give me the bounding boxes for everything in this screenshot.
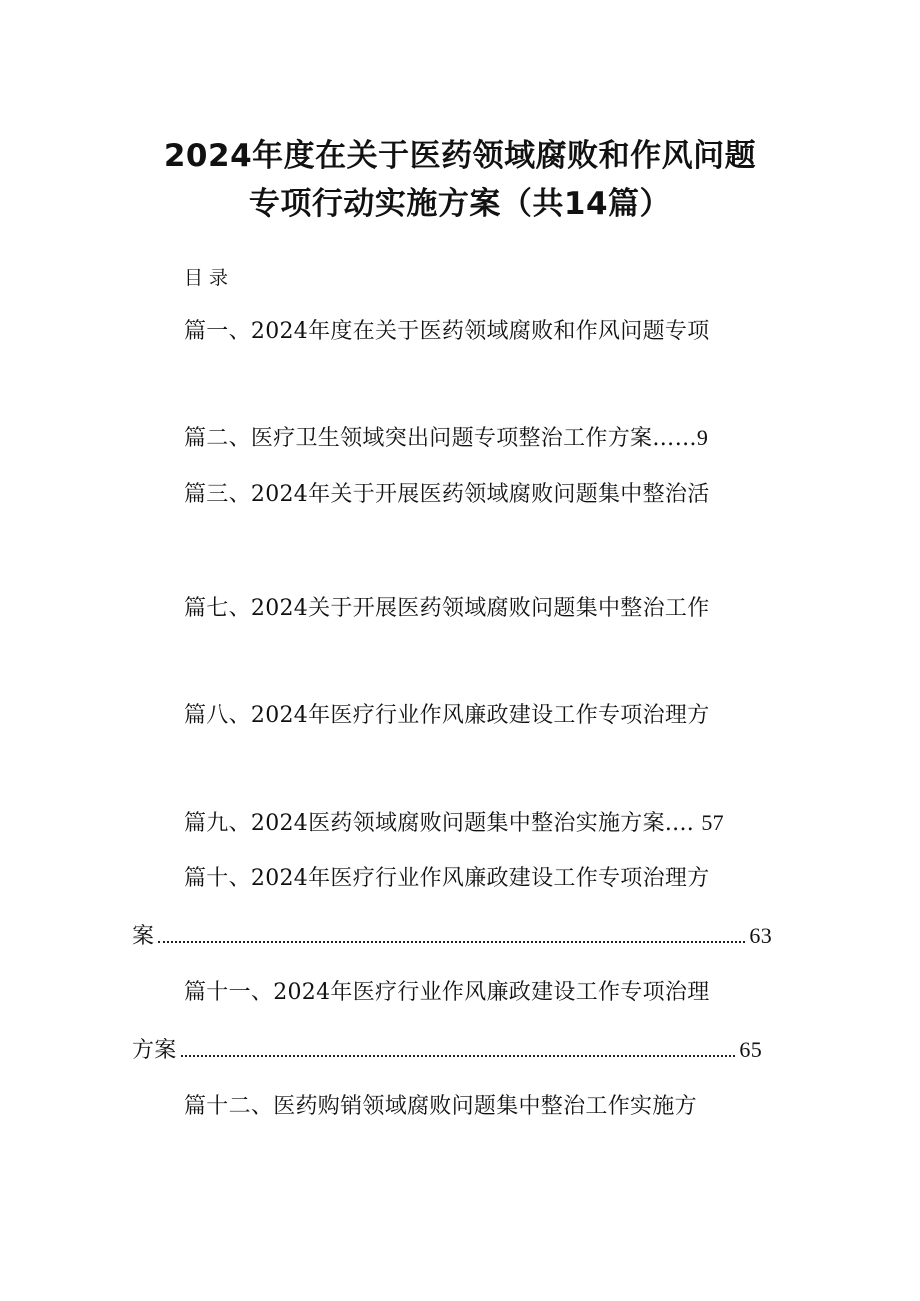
- toc-entry-10-page: 63: [749, 923, 772, 948]
- dot-leader: [158, 940, 745, 943]
- toc-entry-2-page: 9: [696, 425, 709, 450]
- toc-entry-2-text: 篇二、医疗卫生领域突出问题专项整治工作方案……: [184, 426, 697, 451]
- toc-entry-11-continuation[interactable]: [132, 1035, 762, 1066]
- title-line-2: 专项行动实施方案（共14篇）: [248, 186, 672, 222]
- toc-entry-11-cont-text: 方案: [132, 1038, 177, 1063]
- title-line-1: 2024年度在关于医药领域腐败和作风问题: [163, 138, 757, 174]
- toc-heading: 目录: [184, 267, 235, 289]
- toc-entry-1[interactable]: 篇一、2024年度在关于医药领域腐败和作风问题专项: [184, 319, 710, 344]
- toc-entry-3[interactable]: 篇三、2024年关于开展医药领域腐败问题集中整治活: [184, 482, 710, 507]
- toc-entry-10-continuation[interactable]: [132, 921, 772, 952]
- toc-entry-10[interactable]: 篇十、2024年医疗行业作风廉政建设工作专项治理方: [184, 866, 710, 891]
- toc-entry-8[interactable]: 篇八、2024年医疗行业作风廉政建设工作专项治理方: [184, 703, 710, 728]
- toc-entry-10-cont-text: 案: [132, 924, 155, 949]
- toc-entry-9-text: 篇九、2024医药领域腐败问题集中整治实施方案....: [184, 811, 695, 836]
- toc-entry-11-page: 65: [739, 1037, 762, 1062]
- toc-entry-12[interactable]: 篇十二、医药购销领域腐败问题集中整治工作实施方: [184, 1094, 697, 1119]
- toc-entry-11[interactable]: 篇十一、2024年医疗行业作风廉政建设工作专项治理: [184, 980, 710, 1005]
- toc-entry-2[interactable]: [184, 423, 708, 454]
- toc-entry-7[interactable]: 篇七、2024关于开展医药领域腐败问题集中整治工作: [184, 596, 710, 621]
- toc-entry-9[interactable]: [184, 808, 724, 839]
- toc-entry-9-page: 57: [701, 810, 724, 835]
- dot-leader: [181, 1054, 736, 1057]
